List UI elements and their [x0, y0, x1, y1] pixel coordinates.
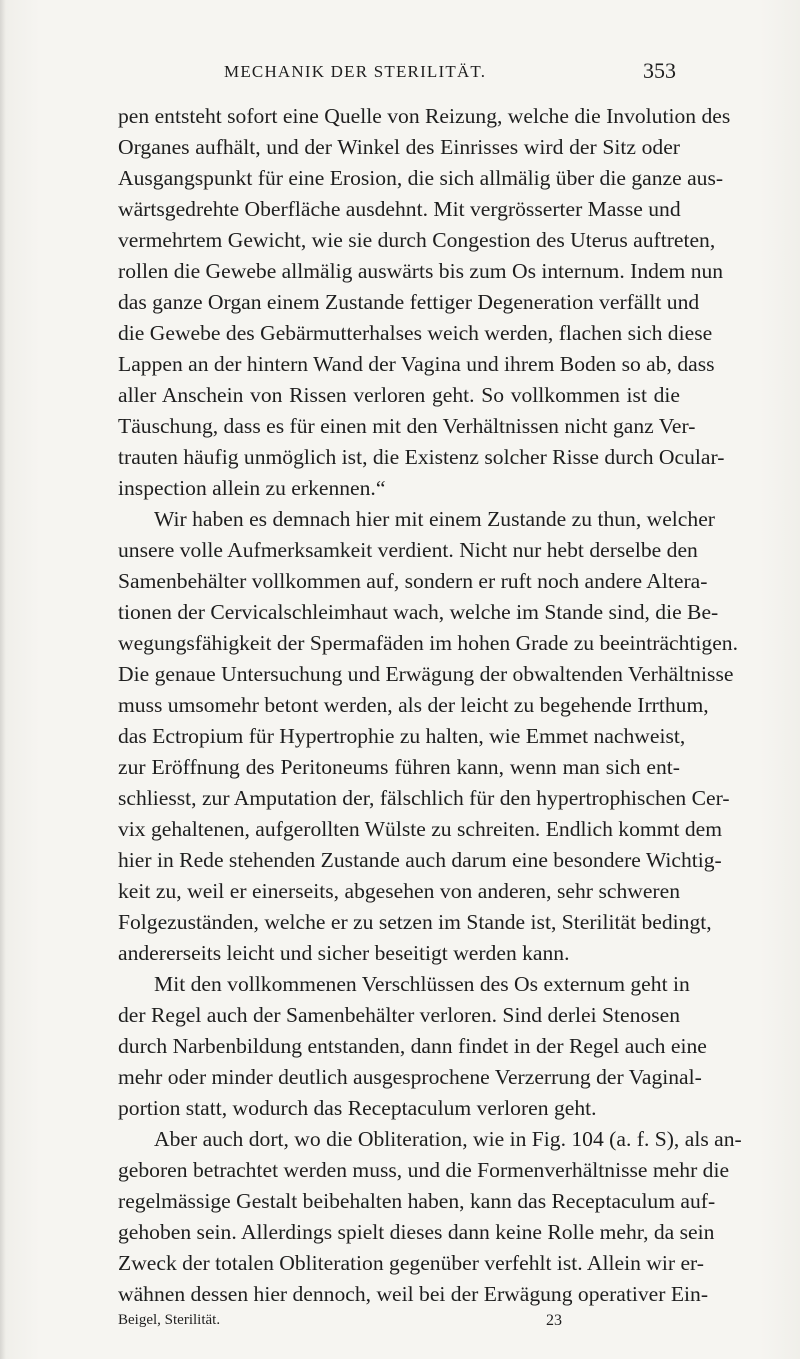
text-line: keit zu, weil er einerseits, abgesehen von anderen, sehr schweren: [118, 879, 680, 903]
text-line: zur Eröffnung des Peritoneums führen kann, wenn man sich ent-: [118, 755, 680, 779]
text-line: unsere volle Aufmerksamkeit verdient. Nicht nur hebt derselbe den: [118, 538, 698, 562]
text-line: trauten häufig unmöglich ist, die Existenz solcher Risse durch Ocular-: [118, 445, 725, 469]
text-line: inspection allein zu erkennen.“: [118, 476, 386, 500]
text-line: Die genaue Untersuchung und Erwägung der obwaltenden Verhältnisse: [118, 662, 734, 686]
text-line: durch Narbenbildung entstanden, dann findet in der Regel auch eine: [118, 1034, 707, 1058]
text-line: hier in Rede stehenden Zustande auch darum eine besondere Wichtig-: [118, 848, 722, 872]
text-line: das ganze Organ einem Zustande fettiger Degeneration verfällt und: [118, 290, 700, 314]
text-line: Lappen an der hintern Wand der Vagina und ihrem Boden so ab, dass: [118, 352, 715, 376]
text-line: Mit den vollkommenen Verschlüssen des Os externum geht in: [154, 972, 690, 996]
paragraph: [118, 101, 731, 504]
spine-shadow: [0, 0, 6, 1359]
text-line: aller Anschein von Rissen verloren geht. So vollkommen ist die: [118, 383, 680, 407]
text-line: rollen die Gewebe allmälig auswärts bis zum Os internum. Indem nun: [118, 259, 724, 283]
text-line: das Ectropium für Hypertrophie zu halten, wie Emmet nachweist,: [118, 724, 686, 748]
text-line: wegungsfähigkeit der Spermafäden im hohen Grade zu beeinträchtigen.: [118, 631, 738, 655]
footer-author: Beigel, Sterilität.: [118, 1312, 221, 1328]
paragraph: [118, 1124, 742, 1310]
text-line: mehr oder minder deutlich ausgesprochene Verzerrung der Vaginal-: [118, 1065, 702, 1089]
signature-mark: 23: [546, 1312, 562, 1329]
text-line: Samenbehälter vollkommen auf, sondern er ruft noch andere Altera-: [118, 569, 708, 593]
text-line: gehoben sein. Allerdings spielt dieses dann keine Rolle mehr, da sein: [118, 1220, 715, 1244]
text-line: der Regel auch der Samenbehälter verloren. Sind derlei Stenosen: [118, 1003, 680, 1027]
text-line: schliesst, zur Amputation der, fälschlich für den hypertrophischen Cer-: [118, 786, 730, 810]
text-line: Wir haben es demnach hier mit einem Zustande zu thun, welcher: [154, 507, 715, 531]
text-line: regelmässige Gestalt beibehalten haben, kann das Receptaculum auf-: [118, 1189, 716, 1213]
text-line: Ausgangspunkt für eine Erosion, die sich allmälig über die ganze aus-: [118, 166, 724, 190]
page-number: 353: [643, 58, 676, 83]
text-line: vermehrtem Gewicht, wie sie durch Congestion des Uterus auftreten,: [118, 228, 716, 252]
text-line: wärtsgedrehte Oberfläche ausdehnt. Mit vergrösserter Masse und: [118, 197, 681, 221]
body-text: [118, 101, 742, 1310]
paragraph: [118, 969, 707, 1124]
text-container: [118, 101, 742, 1310]
text-line: Organes aufhält, und der Winkel des Einrisses wird der Sitz oder: [118, 135, 680, 159]
text-line: pen entsteht sofort eine Quelle von Reizung, welche die Involution des: [118, 104, 731, 128]
text-line: Täuschung, dass es für einen mit den Verhältnissen nicht ganz Ver-: [118, 414, 696, 438]
text-line: geboren betrachtet werden muss, und die Formenverhältnisse mehr die: [118, 1158, 730, 1182]
running-title: MECHANIK DER STERILITÄT.: [224, 62, 487, 81]
text-line: vix gehaltenen, aufgerollten Wülste zu schreiten. Endlich kommt dem: [118, 817, 723, 841]
running-head: [118, 58, 678, 86]
text-line: Aber auch dort, wo die Obliteration, wie in Fig. 104 (a. f. S), als an-: [154, 1127, 742, 1151]
text-line: die Gewebe des Gebärmutterhalses weich werden, flachen sich diese: [118, 321, 713, 345]
paragraph: [118, 504, 738, 969]
text-line: Folgezuständen, welche er zu setzen im Stande ist, Sterilität bedingt,: [118, 910, 712, 934]
text-line: andererseits leicht und sicher beseitigt werden kann.: [118, 941, 570, 965]
text-line: muss umsomehr betont werden, als der leicht zu begehende Irrthum,: [118, 693, 709, 717]
text-line: tionen der Cervicalschleimhaut wach, welche im Stande sind, die Be-: [118, 600, 719, 624]
text-line: wähnen dessen hier dennoch, weil bei der Erwägung operativer Ein-: [118, 1282, 709, 1306]
text-line: Zweck der totalen Obliteration gegenüber verfehlt ist. Allein wir er-: [118, 1251, 704, 1275]
text-line: portion statt, wodurch das Receptaculum verloren geht.: [118, 1096, 597, 1120]
